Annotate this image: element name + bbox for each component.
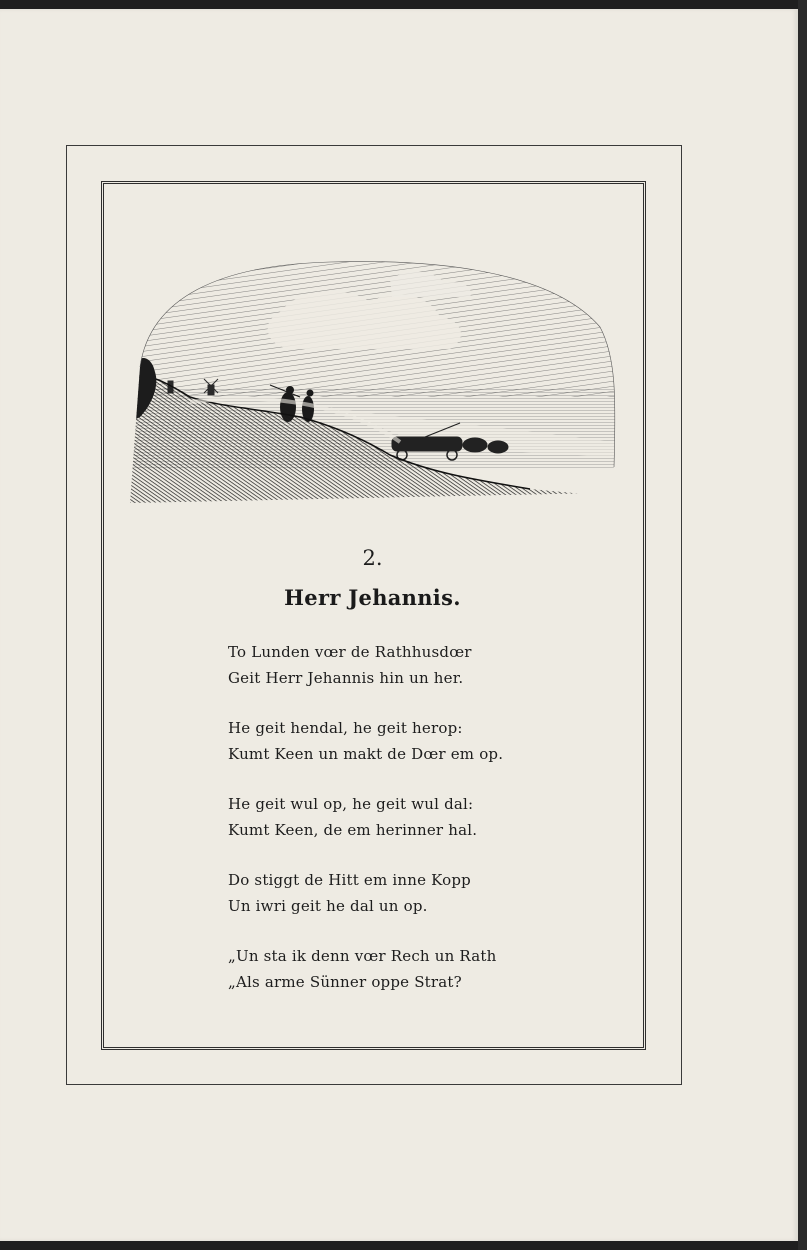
stanza (228, 639, 558, 691)
book-page (0, 9, 798, 1241)
verse-line: To Lunden vœr de Rathhusdœr (228, 643, 472, 661)
stanza (228, 943, 558, 995)
poem-number: 2. (362, 546, 383, 570)
poem-title: Herr Jehannis. (284, 585, 461, 610)
poem-body (228, 639, 558, 1019)
verse-line: „Als arme Sünner oppe Strat? (228, 973, 462, 991)
verse-line: Kumt Keen, de em herinner hal. (228, 821, 478, 839)
stanza (228, 791, 558, 843)
verse-line: Un iwri geit he dal un op. (228, 897, 428, 915)
verse-line: Do stiggt de Hitt em inne Kopp (228, 871, 471, 889)
verse-line: Kumt Keen un makt de Dœr em op. (228, 745, 504, 763)
stanza (228, 715, 558, 767)
stanza (228, 867, 558, 919)
verse-line: He geit wul op, he geit wul dal: (228, 795, 474, 813)
book-spine-edge (798, 0, 807, 1250)
coastal-landscape-engraving (130, 257, 616, 503)
verse-line: „Un sta ik denn vœr Rech un Rath (228, 947, 497, 965)
verse-line: He geit hendal, he geit herop: (228, 719, 463, 737)
verse-line: Geit Herr Jehannis hin un her. (228, 669, 464, 687)
